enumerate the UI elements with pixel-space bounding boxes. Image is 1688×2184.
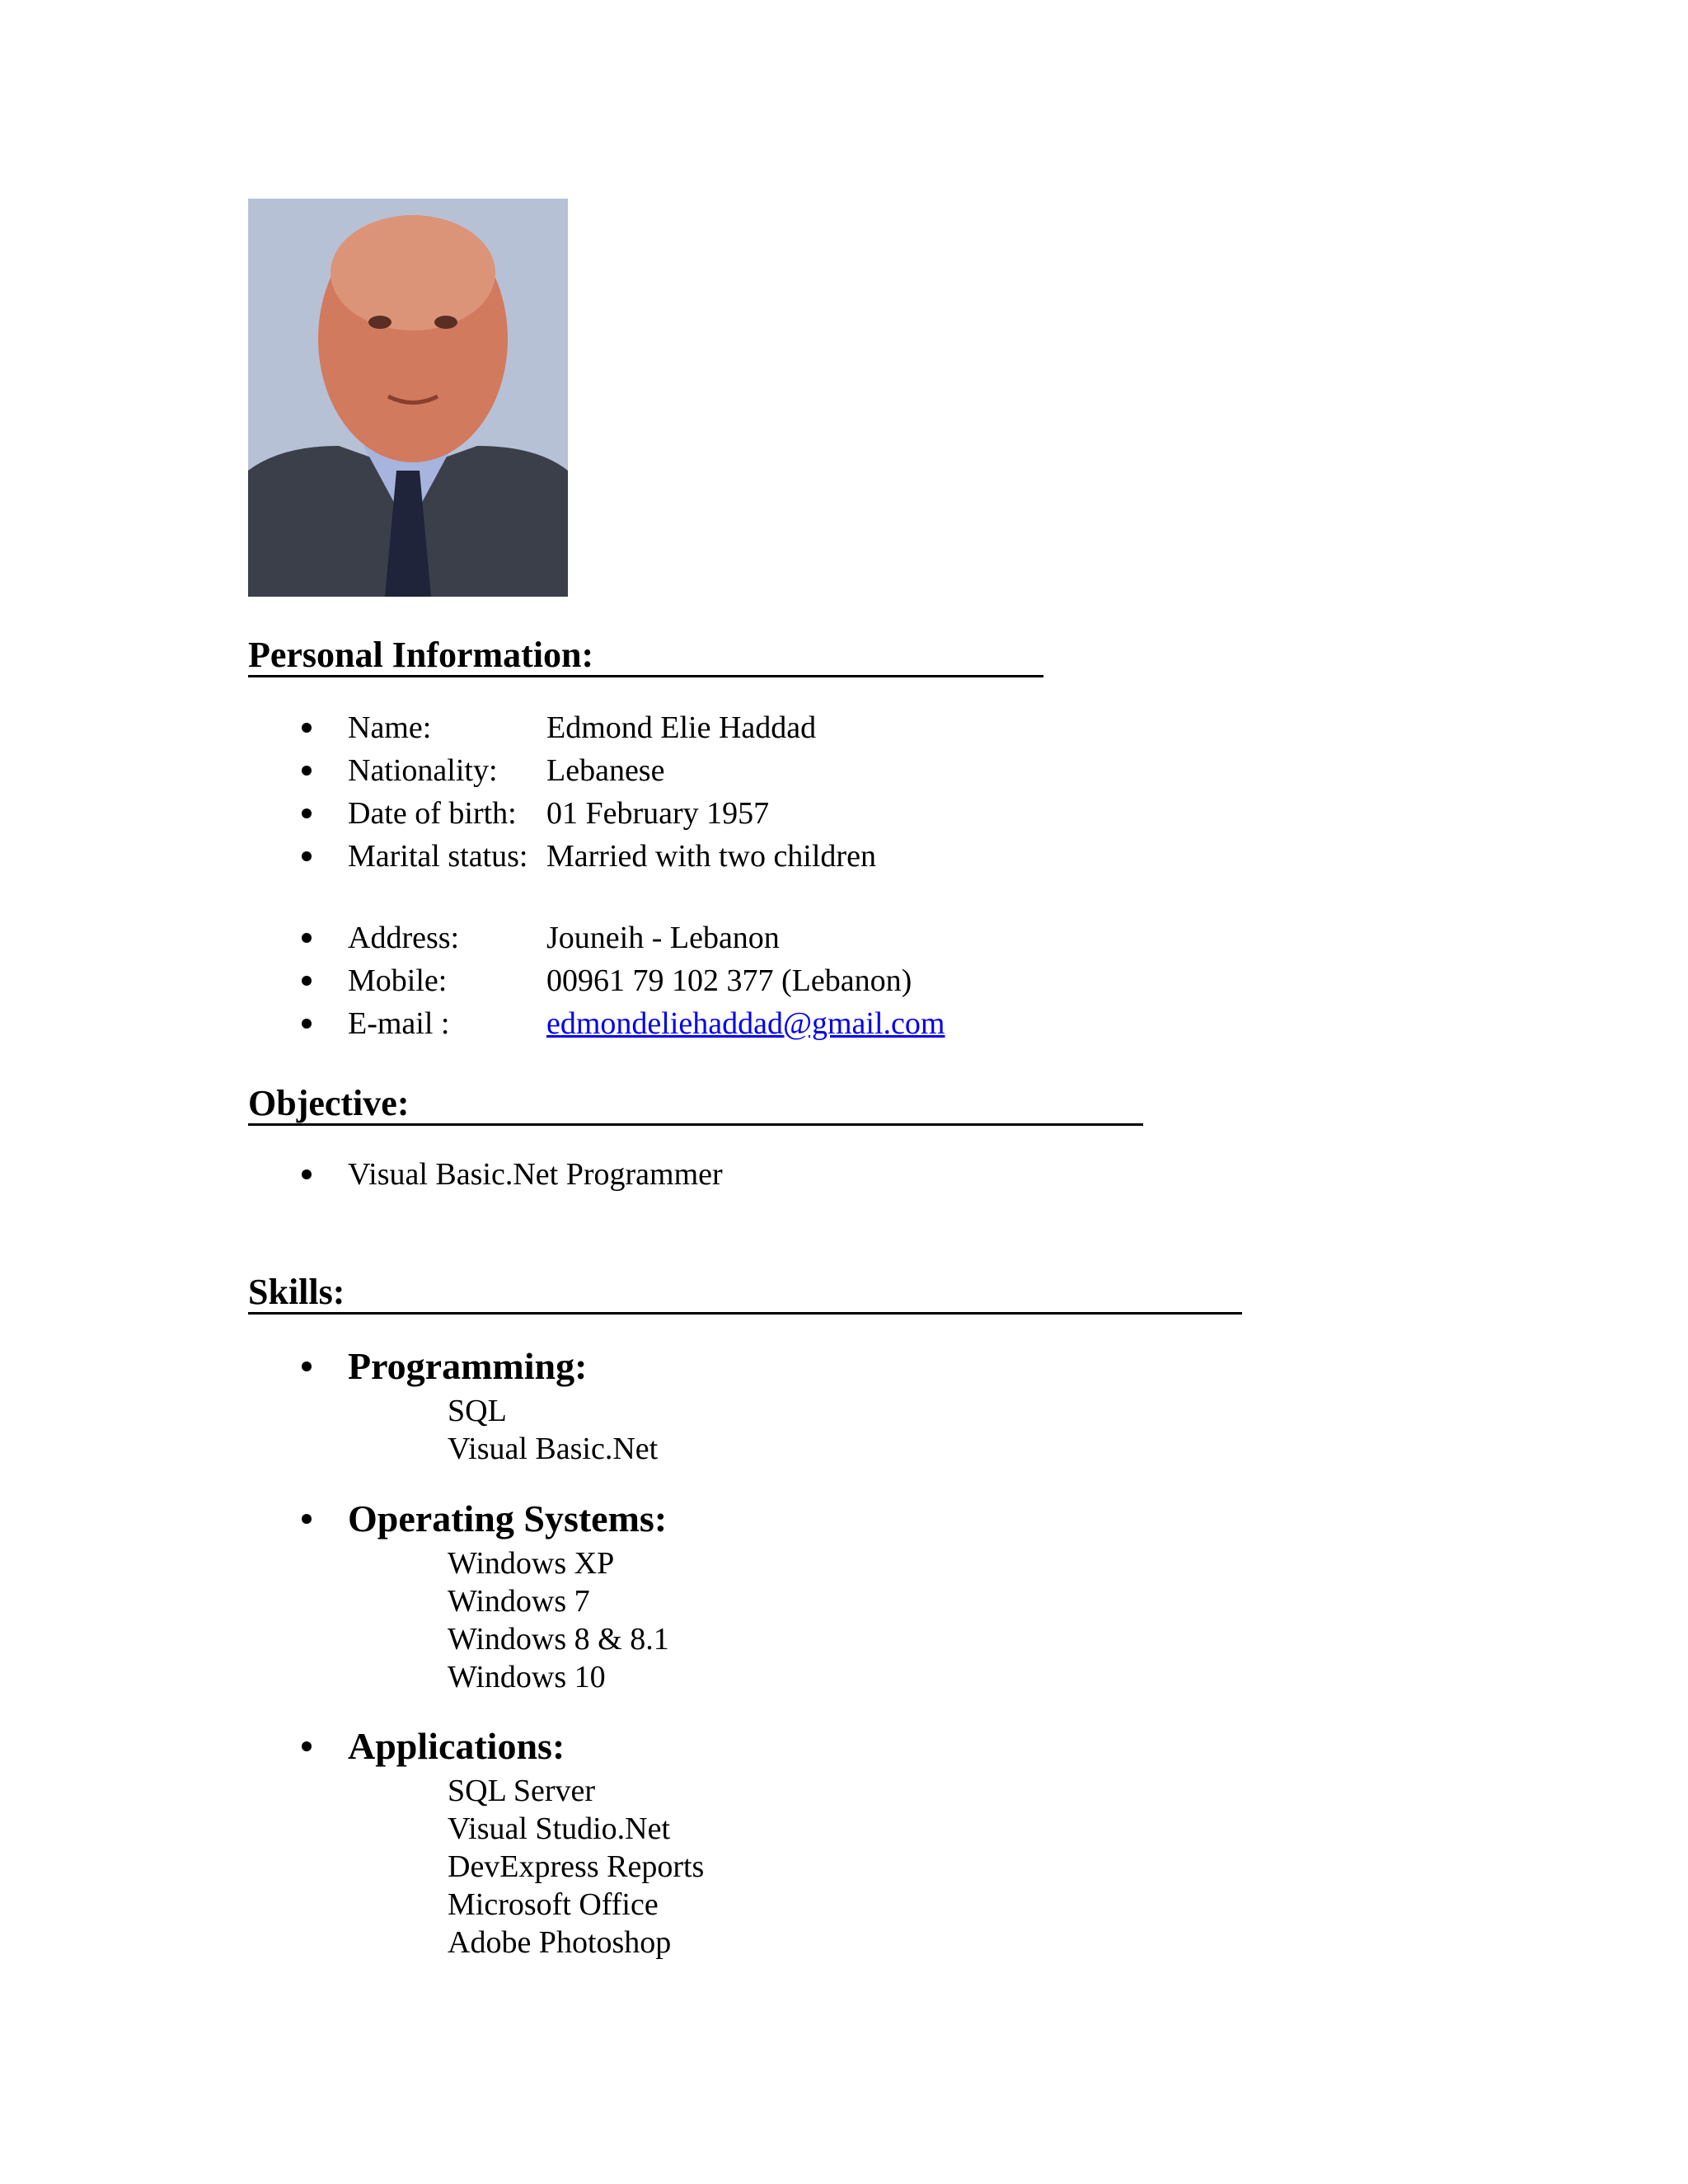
skill-item: Adobe Photoshop [448,1925,672,1960]
field-label: Nationality: [348,753,498,788]
field-label: Name: [348,710,432,745]
bullet-icon [302,1169,312,1179]
bullet-icon [302,808,312,818]
skill-item: Windows 10 [448,1660,606,1694]
skill-item: Visual Studio.Net [448,1811,671,1846]
bullet-icon [302,766,312,776]
bullet-icon [302,976,312,986]
field-value: Jouneih - Lebanon [546,921,780,955]
objective-heading-text: Objective: [248,1083,410,1123]
field-label: Marital status: [348,839,528,874]
heading-underline [248,675,1043,677]
skill-item: SQL Server [448,1774,596,1808]
field-label: Mobile: [348,963,448,998]
skill-item: Windows XP [448,1546,615,1581]
heading-underline [248,1312,1242,1315]
skill-group-title-text: Programming: [348,1345,588,1387]
skill-item: SQL [448,1394,507,1428]
skill-item: Microsoft Office [448,1887,659,1922]
field-label: Address: [348,921,460,955]
field-value: Lebanese [546,753,665,788]
skill-item: Visual Basic.Net [448,1432,659,1466]
field-value: Edmond Elie Haddad [546,710,817,745]
skill-group-title-text: Applications: [348,1725,565,1767]
skill-item: Windows 7 [448,1584,590,1619]
field-label: E-mail : [348,1006,450,1041]
field-value: 01 February 1957 [546,796,770,831]
heading-underline [248,1123,1143,1126]
bullet-icon [302,851,312,861]
field-label: Date of birth: [348,796,517,831]
skill-item: Windows 8 & 8.1 [448,1622,669,1657]
field-value: Married with two children [546,839,876,874]
objective-heading [248,1083,409,1124]
bullet-icon [302,933,312,943]
objective-text: Visual Basic.Net Programmer [348,1157,723,1192]
skill-list-applications [448,1772,704,1961]
skill-list-programming [448,1392,658,1468]
bullet-icon [302,1019,312,1029]
skill-group-title-text: Operating Systems: [348,1497,668,1540]
bullet-icon [302,1361,312,1371]
bullet-icon [302,1514,312,1524]
bullet-icon [302,723,312,733]
personal-info-heading-text: Personal Information: [248,635,594,675]
email-link[interactable]: edmondeliehaddad@gmail.com [546,1006,945,1041]
personal-info-heading [248,635,593,676]
skill-item: DevExpress Reports [448,1849,705,1884]
bullet-icon [302,1741,312,1751]
profile-photo [248,199,568,597]
skill-list-operating-systems [448,1544,669,1696]
field-value: 00961 79 102 377 (Lebanon) [546,963,912,998]
skills-heading [248,1272,345,1313]
skills-heading-text: Skills: [248,1272,345,1312]
